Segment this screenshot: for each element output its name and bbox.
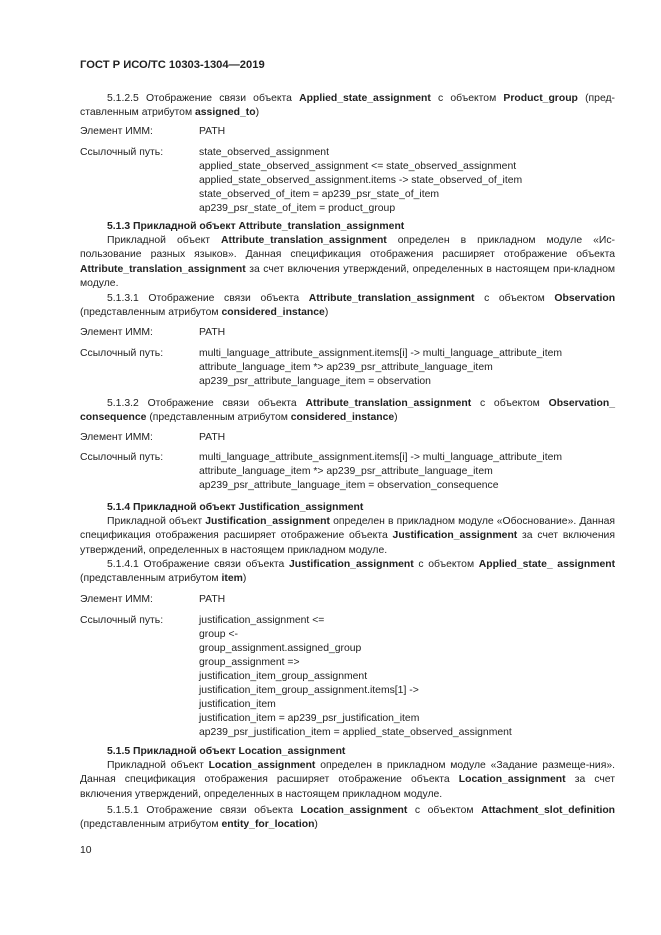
section-text-5-1-4: Прикладной объект Justification_assignment определен в прикладном модуле «Обоснование». Данная спецификация отображения расширяет отображение объекта Justification_assignment за счет включения утверждений, определенных в настоящем прикладном модуле.: [80, 516, 616, 556]
ref-path-line: applied_state_observed_assignment <= state_observed_assignment: [199, 161, 517, 172]
ref-path-line: state_observed_assignment: [199, 147, 329, 158]
element-label: Элемент ИММ:: [80, 432, 153, 443]
clause-5-1-5-1: 5.1.5.1 Отображение связи объекта Location_assignment с объектом Attachment_slot_definition (представленным атрибутом entity_for_location): [80, 805, 616, 831]
element-label: Элемент ИММ:: [80, 126, 153, 137]
ref-path-line: state_observed_of_item = ap239_psr_state_of_item: [199, 189, 440, 200]
section-text-5-1-3: Прикладной объект Attribute_translation_assignment определен в прикладном модуле «Ис-пользование разных языков». Данная спецификация отображения расширяет отображение объекта Attribute_translation_assignment за счет включения утверждений, определенных в настоящем при-кладном модуле.: [80, 235, 616, 290]
ref-path-label: Ссылочный путь:: [80, 147, 164, 158]
ref-path-line: applied_state_observed_assignment.items -> state_observed_of_item: [199, 175, 523, 186]
ref-path-line: ap239_psr_state_of_item = product_group: [199, 203, 396, 214]
ref-path-line: group <-: [199, 629, 238, 640]
ref-path-label: Ссылочный путь:: [80, 452, 164, 463]
ref-path-line: justification_item_group_assignment: [199, 671, 368, 682]
ref-path-line: ap239_psr_justification_item = applied_state_observed_assignment: [199, 727, 512, 738]
section-heading-5-1-3: 5.1.3 Прикладной объект Attribute_translation_assignment: [107, 221, 405, 232]
ref-path-line: attribute_language_item *> ap239_psr_attribute_language_item: [199, 362, 493, 373]
element-label: Элемент ИММ:: [80, 327, 153, 338]
ref-path-label: Ссылочный путь:: [80, 615, 164, 626]
clause-5-1-3-2: 5.1.3.2 Отображение связи объекта Attribute_translation_assignment с объектом Observation_ consequence (представленным атрибутом considered_instance): [80, 398, 616, 424]
ref-path-line: justification_item: [199, 699, 276, 710]
element-value: PATH: [199, 327, 226, 338]
ref-path-line: ap239_psr_attribute_language_item = observation: [199, 376, 431, 387]
clause-5-1-4-1: 5.1.4.1 Отображение связи объекта Justification_assignment с объектом Applied_state_ assignment (представленным атрибутом item): [80, 559, 616, 585]
section-heading-5-1-4: 5.1.4 Прикладной объект Justification_assignment: [107, 502, 364, 513]
ref-path-line: group_assignment =>: [199, 657, 300, 668]
ref-path-line: group_assignment.assigned_group: [199, 643, 362, 654]
ref-path-line: justification_item_group_assignment.items[1] ->: [199, 685, 419, 696]
page-header: ГОСТ Р ИСО/ТС 10303-1304—2019: [80, 59, 265, 71]
ref-path-line: multi_language_attribute_assignment.items[i] -> multi_language_attribute_item: [199, 452, 563, 463]
element-value: PATH: [199, 594, 226, 605]
ref-path-line: justification_item = ap239_psr_justification_item: [199, 713, 420, 724]
ref-path-line: attribute_language_item *> ap239_psr_attribute_language_item: [199, 466, 493, 477]
section-text-5-1-5: Прикладной объект Location_assignment определен в прикладном модуле «Задание размеще-ния». Данная спецификация отображения расширяет отображение объекта Location_assignment за счет включения утверждений, определенных в настоящем прикладном модуле.: [80, 760, 616, 800]
ref-path-line: ap239_psr_attribute_language_item = observation_consequence: [199, 480, 499, 491]
element-value: PATH: [199, 126, 226, 137]
clause-5-1-2-5: 5.1.2.5 Отображение связи объекта Applied_state_assignment с объектом Product_group (пред-ставленным атрибутом assigned_to): [80, 93, 616, 119]
section-heading-5-1-5: 5.1.5 Прикладной объект Location_assignment: [107, 746, 346, 757]
ref-path-label: Ссылочный путь:: [80, 348, 164, 359]
element-label: Элемент ИММ:: [80, 594, 153, 605]
clause-5-1-3-1: 5.1.3.1 Отображение связи объекта Attribute_translation_assignment с объектом Observation (представленным атрибутом considered_instance): [80, 293, 616, 319]
ref-path-line: multi_language_attribute_assignment.items[i] -> multi_language_attribute_item: [199, 348, 563, 359]
page-number: 10: [80, 845, 92, 856]
ref-path-line: justification_assignment <=: [199, 615, 325, 626]
element-value: PATH: [199, 432, 226, 443]
